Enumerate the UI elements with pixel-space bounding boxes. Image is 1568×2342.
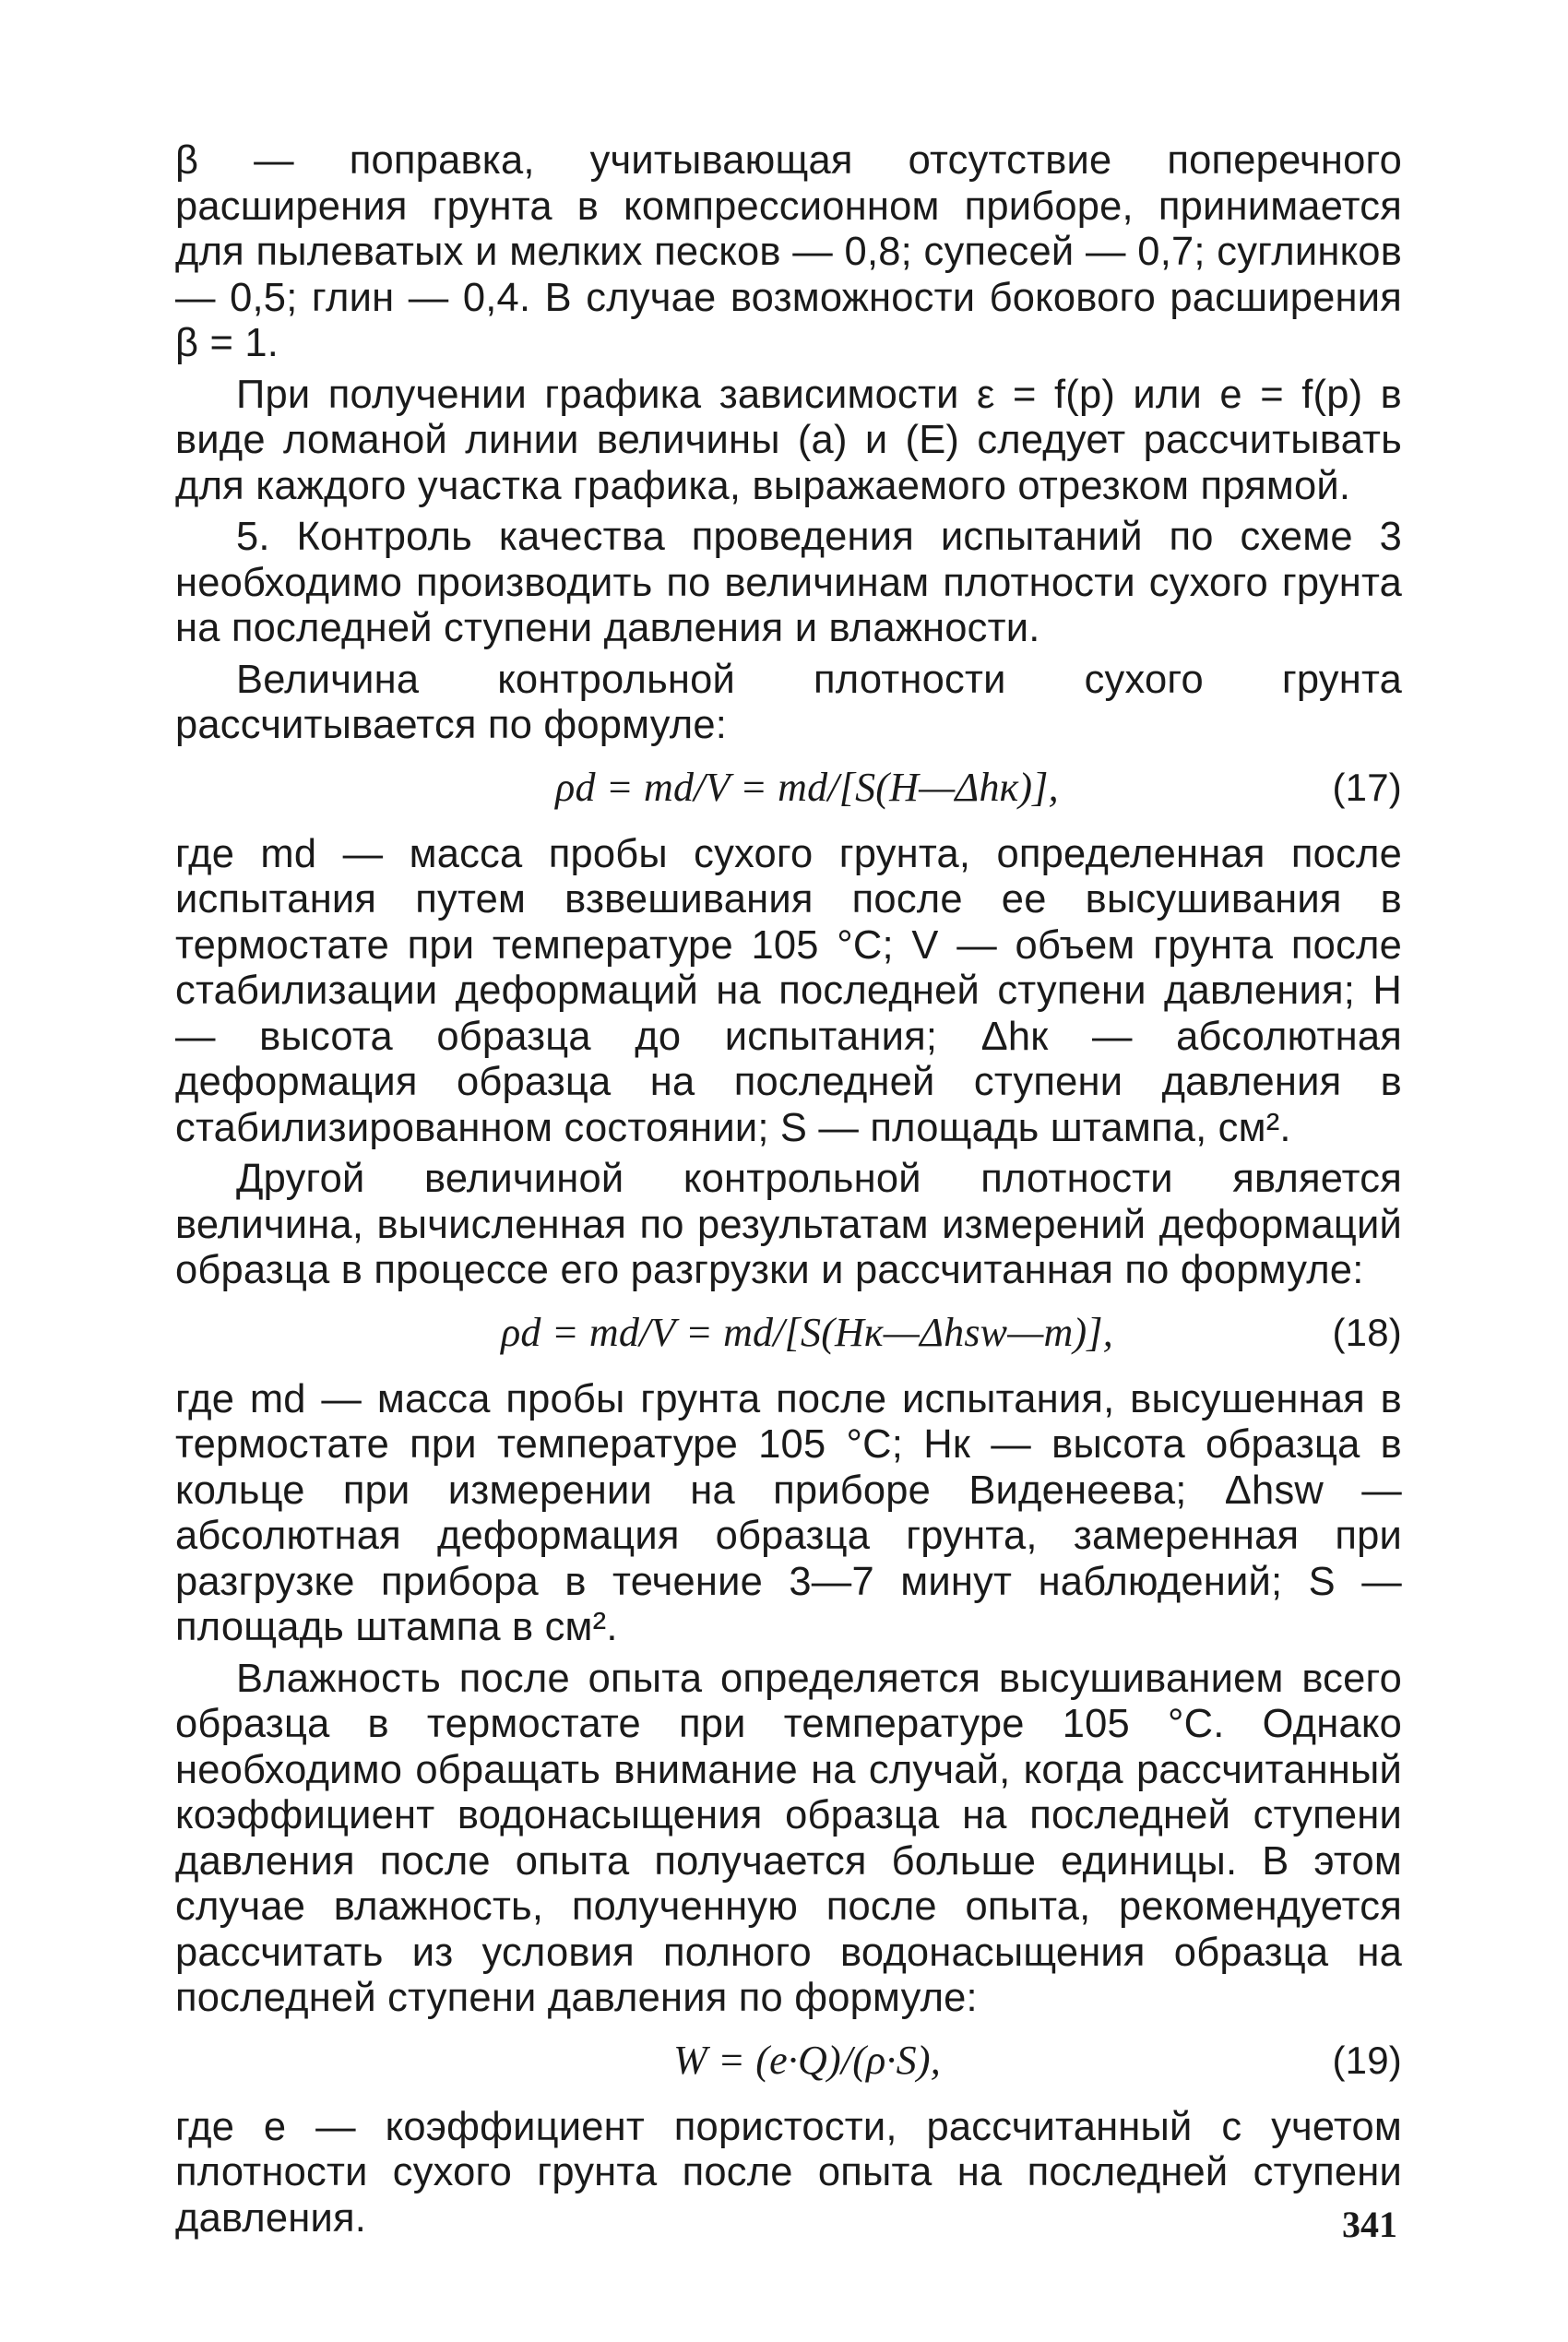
paragraph-formula-18-legend: где md — масса пробы грунта после испытания, высушенная в термостате при температуре 105 °C; Hк — высота образца в кольце при измерении на приборе Виденеева; Δhsw — абсолютная деформация образца грунта, замеренная при разгрузке прибора в течение 3—7 минут наблюдений; S — площадь штампа в см². xyxy=(175,1376,1402,1649)
paragraph-beta-correction: β — поправка, учитывающая отсутствие поперечного расширения грунта в компрессионном приборе, принимается для пылеватых и мелких песков — 0,8; супесей — 0,7; суглинков — 0,5; глин — 0,4. В случае возможности бокового расширения β = 1. xyxy=(175,138,1402,365)
formula-19-expression: W = (e·Q)/(ρ·S), xyxy=(673,2037,941,2083)
paragraph-moisture: Влажность после опыта определяется высушиванием всего образца в термостате при температуре 105 °C. Однако необходимо обращать внимание на случай, когда рассчитанный коэффициент водонасыщения образца на последней ступени давления после опыта получается больше единицы. В этом случае влажность, полученную после опыта, рекомендуется рассчитать из условия полного водонасыщения образца на последней ступени давления по формуле: xyxy=(175,1656,1402,2020)
formula-19-number: (19) xyxy=(1332,2038,1402,2082)
page-body xyxy=(175,138,1402,2247)
paragraph-formula-17-legend: где md — масса пробы сухого грунта, определенная после испытания путем взвешивания после ее высушивания в термостате при температуре 105 °C; V — объем грунта после стабилизации деформаций на последней ступени давления; H — высота образца до испытания; Δhк — абсолютная деформация образца на последней ступени давления в стабилизированном состоянии; S — площадь штампа, см². xyxy=(175,831,1402,1150)
paragraph-other-density: Другой величиной контрольной плотности является величина, вычисленная по результатам измерений деформаций образца в процессе его разгрузки и рассчитанная по формуле: xyxy=(175,1157,1402,1292)
formula-17-number: (17) xyxy=(1332,765,1402,809)
formula-17-expression: ρd = md/V = md/[S(H—Δhк)], xyxy=(555,764,1059,810)
paragraph-quality-control: 5. Контроль качества проведения испытаний по схеме 3 необходимо производить по величинам плотности сухого грунта на последней ступени давления и влажности. xyxy=(175,515,1402,650)
formula-19 xyxy=(175,2033,1402,2088)
formula-18-expression: ρd = md/V = md/[S(Hк—Δhsw—m)], xyxy=(501,1309,1113,1355)
paragraph-formula-19-legend: где e — коэффициент пористости, рассчитанный с учетом плотности сухого грунта после опыта на последней ступени давления. xyxy=(175,2104,1402,2241)
page-number: 341 xyxy=(1342,2204,1397,2245)
formula-18-number: (18) xyxy=(1332,1310,1402,1354)
formula-17 xyxy=(175,760,1402,815)
paragraph-graph-dependency: При получении графика зависимости ε = f(p) или e = f(p) в виде ломаной линии величины (a) и (E) следует рассчитывать для каждого участка графика, выражаемого отрезком прямой. xyxy=(175,372,1402,508)
formula-18 xyxy=(175,1305,1402,1361)
paragraph-control-density-intro: Величина контрольной плотности сухого грунта рассчитывается по формуле: xyxy=(175,657,1402,747)
